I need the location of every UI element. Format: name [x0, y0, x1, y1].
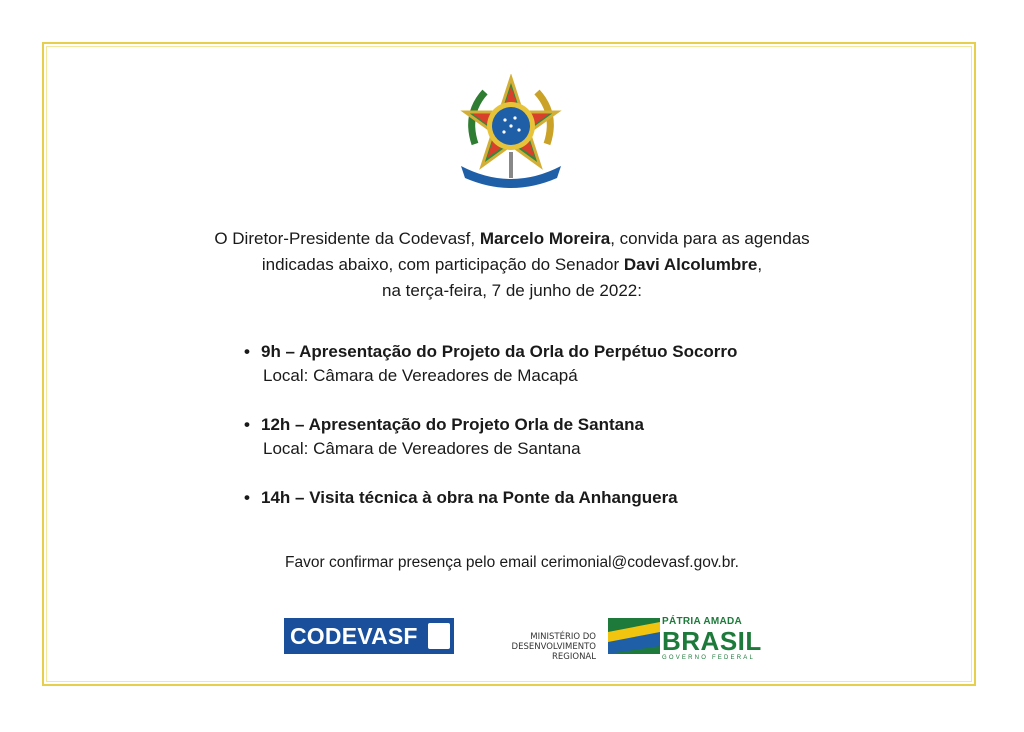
agenda-item-title: 14h – Visita técnica à obra na Ponte da Anhanguera	[261, 488, 678, 507]
intro-line-3: na terça-feira, 7 de junho de 2022:	[382, 281, 642, 300]
rsvp-note: Favor confirmar presença pelo email cerimonial@codevasf.gov.br.	[285, 554, 739, 571]
intro-text: indicadas abaixo, com participação do Senador	[261, 255, 624, 274]
agenda-item-location: Local: Câmara de Vereadores de Macapá	[263, 366, 578, 385]
patria-amada-text: PÁTRIA AMADA	[662, 616, 743, 627]
bullet-icon: •	[244, 488, 250, 507]
codevasf-logo	[284, 618, 454, 654]
invitation-text	[150, 226, 874, 304]
agenda-item	[244, 340, 737, 388]
agenda-item-location: Local: Câmara de Vereadores de Santana	[263, 439, 581, 458]
bullet-icon: •	[244, 342, 250, 361]
brasil-flag-icon	[608, 618, 660, 654]
intro-text: , convida para as agendas	[610, 229, 810, 248]
ministry-logo	[466, 632, 596, 662]
senator-name: Davi Alcolumbre	[623, 255, 758, 274]
intro-line-2	[150, 252, 874, 278]
coat-of-arms-icon	[455, 74, 567, 192]
agenda-item-title: 9h – Apresentação do Projeto da Orla do Perpétuo Socorro	[261, 342, 738, 361]
agenda-item	[244, 486, 678, 510]
codevasf-mark-icon	[428, 623, 450, 649]
agenda-item	[244, 413, 644, 461]
agenda-item-title: 12h – Apresentação do Projeto Orla de Santana	[261, 415, 644, 434]
patria-amada-brasil-logo	[662, 616, 762, 662]
president-name: Marcelo Moreira	[479, 229, 611, 248]
bullet-icon: •	[244, 415, 250, 434]
governo-federal-text: GOVERNO FEDERAL	[662, 655, 756, 661]
brasil-text: BRASIL	[662, 626, 762, 656]
intro-line-1	[150, 226, 874, 252]
intro-text: ,	[757, 255, 763, 274]
ministry-line-1: MINISTÉRIO DO	[530, 632, 596, 642]
footer-logos	[0, 612, 1024, 664]
intro-text: O Diretor-Presidente da Codevasf,	[214, 229, 480, 248]
ministry-line-2: DESENVOLVIMENTO REGIONAL	[511, 642, 596, 662]
codevasf-logo-text: CODEVASF	[290, 622, 418, 649]
